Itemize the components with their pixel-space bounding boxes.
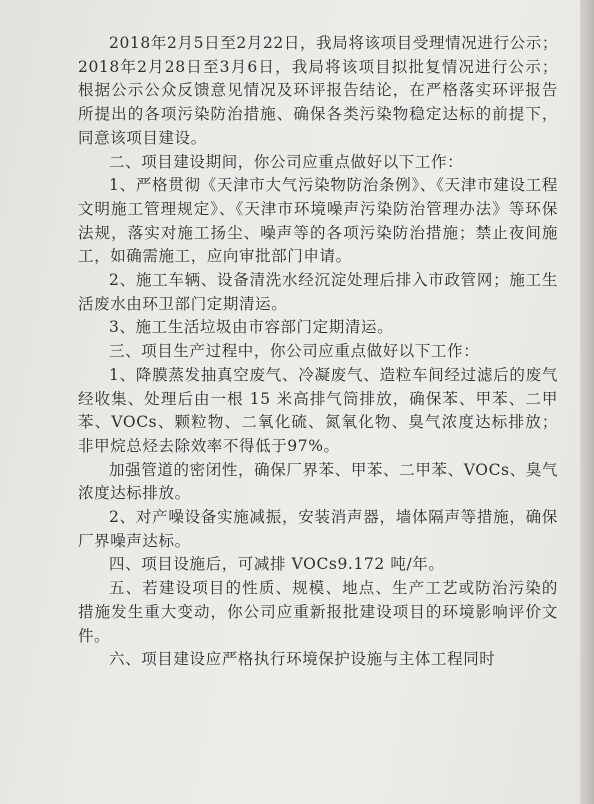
page-edge-shadow xyxy=(580,0,594,804)
section-2-heading: 二、项目建设期间，你公司应重点做好以下工作： xyxy=(109,152,464,171)
section-6: 六、项目建设应严格执行环境保护设施与主体工程同时 xyxy=(109,650,496,669)
section-2-item-2: 2、施工车辆、设备清洗水经沉淀处理后排入市政管网；施工生活废水由环卫部门定期清运。 xyxy=(78,271,558,313)
section-4: 四、项目设施后，可减排 VOCs9.172 吨/年。 xyxy=(109,555,445,574)
document-body xyxy=(78,32,558,672)
paragraph-approval: 2018年2月5日至2月22日，我局将该项目受理情况进行公示；2018年2月28日至3月6日，我局将该项目拟批复情况进行公示；根据公示公众反馈意见情况及环评报告结论，在严格落实环评报告所提出的各项污染防治措施、确保各类污染物稳定达标的前提下，同意该项目建设。 xyxy=(78,34,558,147)
section-2-item-1: 1、严格贯彻《天津市大气污染物防治条例》、《天津市建设工程文明施工管理规定》、《天津市环境噪声污染防治管理办法》等环保法规，落实对施工扬尘、噪声等的各项污染防治措施；禁止夜间施工，如确需施工，应向审批部门申请。 xyxy=(78,176,558,266)
section-2-item-3: 3、施工生活垃圾由市容部门定期清运。 xyxy=(109,318,394,337)
section-3-heading: 三、项目生产过程中，你公司应重点做好以下工作： xyxy=(109,342,480,361)
section-3-item-1: 1、降膜蒸发抽真空废气、冷凝废气、造粒车间经过滤后的废气经收集、处理后由一根 15 米高排气筒排放，确保苯、甲苯、二甲苯、VOCs、颗粒物、二氧化硫、氮氧化物、臭气浓度达标排放；非甲烷总烃去除效率不得低于97%。 xyxy=(78,365,558,455)
section-3-item-2: 2、对产噪设备实施减振，安装消声器，墙体隔声等措施，确保厂界噪声达标。 xyxy=(78,508,558,550)
section-3-pipeline-note: 加强管道的密闭性，确保厂界苯、甲苯、二甲苯、VOCs、臭气浓度达标排放。 xyxy=(78,460,558,503)
section-5: 五、若建设项目的性质、规模、地点、生产工艺或防治污染的措施发生重大变动，你公司应重新报批建设项目的环境影响评价文件。 xyxy=(78,579,558,645)
